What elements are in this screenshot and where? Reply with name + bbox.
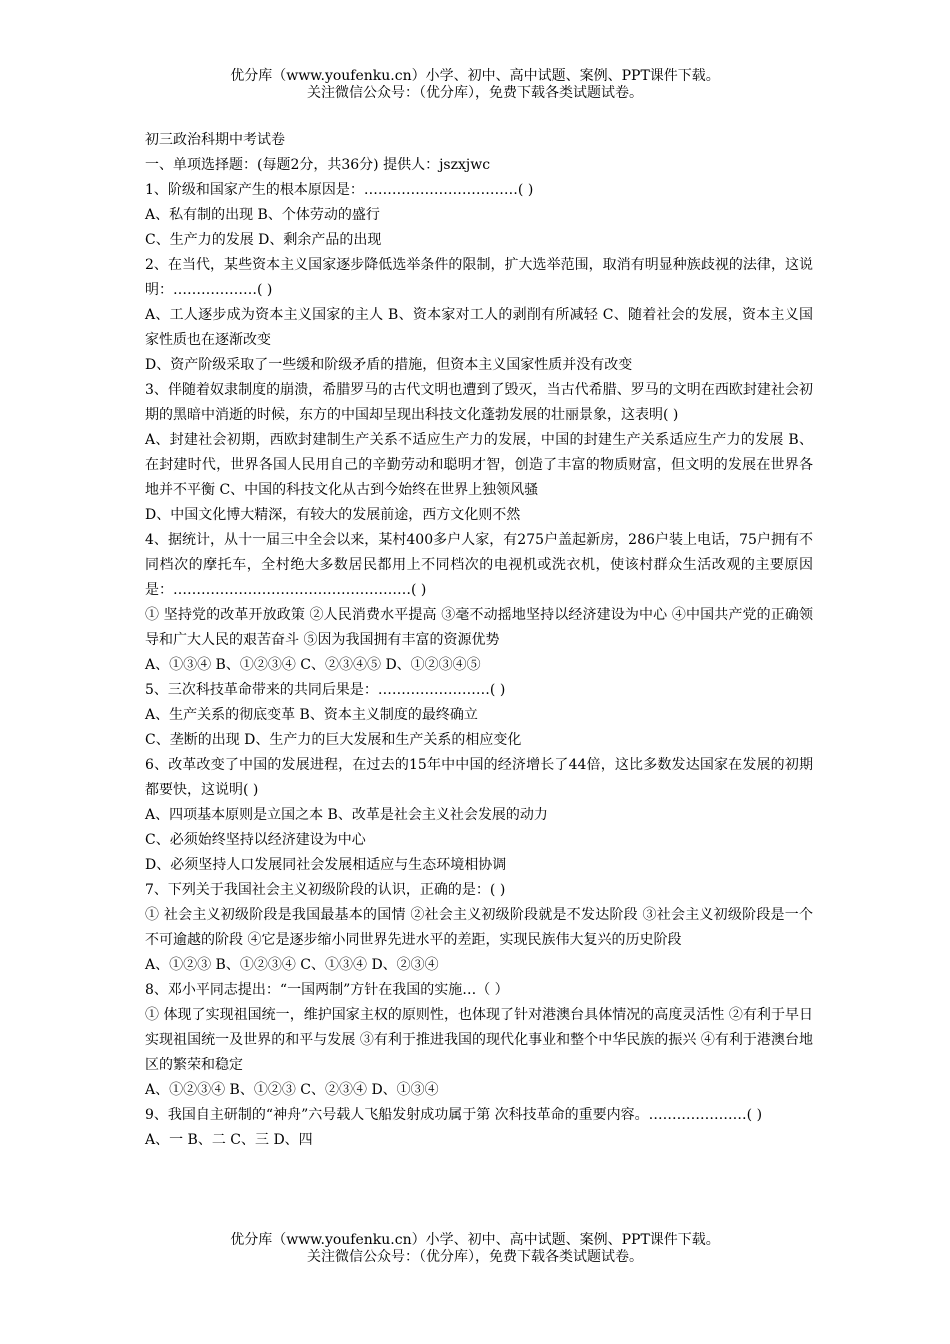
q6-option-c: C、必须始终坚持以经济建设为中心 — [145, 832, 366, 848]
q6-option-d: D、必须坚持人口发展同社会发展相适应与生态环境相协调 — [145, 857, 507, 873]
header-banner — [0, 68, 950, 102]
q6-stem: 6、改革改变了中国的发展进程，在过去的15年中中国的经济增长了44倍，这比多数发达国家在发展的初期都要快，这说明( ) — [145, 757, 813, 798]
section-heading: 一、单项选择题：(每题2分，共36分) 提供人：jszxjwc — [145, 157, 491, 173]
q1-options-ab: A、私有制的出现 B、个体劳动的盛行 — [145, 207, 380, 223]
q4-options: A、①③④ B、①②③④ C、②③④⑤ D、①②③④⑤ — [145, 657, 481, 673]
q4-stem: 4、据统计，从十一届三中全会以来，某村400多户人家，有275户盖起新房，286户装上电话，75户拥有不同档次的摩托车，全村绝大多数居民都用上不同档次的电视机或洗衣机，使该村群众生活改观的主要原因是：……………………………………………( ) — [145, 532, 813, 598]
document-body — [145, 128, 813, 1153]
footer-banner — [0, 1232, 950, 1266]
q2-stem: 2、在当代，某些资本主义国家逐步降低选举条件的限制，扩大选举范围，取消有明显种族歧视的法律，这说明：………………( ) — [145, 257, 813, 298]
q3-stem: 3、伴随着奴隶制度的崩溃，希腊罗马的古代文明也遭到了毁灭，当古代希腊、罗马的文明在西欧封建社会初期的黑暗中消逝的时候，东方的中国却呈现出科技文化蓬勃发展的壮丽景象，这表明( ) — [145, 382, 813, 423]
q1-options-cd: C、生产力的发展 D、剩余产品的出现 — [145, 232, 382, 248]
q2-option-d: D、资产阶级采取了一些缓和阶级矛盾的措施，但资本主义国家性质并没有改变 — [145, 357, 633, 373]
footer-line-1: 优分库（www.youfenku.cn）小学、初中、高中试题、案例、PPT课件下载。 — [230, 1232, 720, 1248]
q9-options: A、一 B、二 C、三 D、四 — [145, 1132, 313, 1148]
q8-options: A、①②③④ B、①②③ C、②③④ D、①③④ — [145, 1082, 439, 1098]
q8-statements: ① 体现了实现祖国统一，维护国家主权的原则性，也体现了针对港澳台具体情况的高度灵活性 ②有利于早日实现祖国统一及世界的和平与发展 ③有利于推进我国的现代化事业和整个中华民族的振兴 ④有利于港澳台地区的繁荣和稳定 — [145, 1007, 813, 1073]
q6-options-ab: A、四项基本原则是立国之本 B、改革是社会主义社会发展的动力 — [145, 807, 548, 823]
q2-options-abc: A、工人逐步成为资本主义国家的主人 B、资本家对工人的剥削有所减轻 C、随着社会的发展，资本主义国家性质也在逐渐改变 — [145, 307, 813, 348]
footer-line-2: 关注微信公众号：（优分库），免费下载各类试题试卷。 — [307, 1249, 643, 1265]
q4-statements: ① 坚持党的改革开放政策 ②人民消费水平提高 ③毫不动摇地坚持以经济建设为中心 ④中国共产党的正确领导和广大人民的艰苦奋斗 ⑤因为我国拥有丰富的资源优势 — [145, 607, 813, 648]
q5-stem: 5、三次科技革命带来的共同后果是：……………………( ) — [145, 682, 506, 698]
q3-option-d: D、中国文化博大精深，有较大的发展前途，西方文化则不然 — [145, 507, 521, 523]
q5-options-cd: C、垄断的出现 D、生产力的巨大发展和生产关系的相应变化 — [145, 732, 522, 748]
q9-stem: 9、我国自主研制的“神舟”六号载人飞船发射成功属于第 次科技革命的重要内容。…………………( ) — [145, 1107, 763, 1123]
q3-options-abc: A、封建社会初期，西欧封建制生产关系不适应生产力的发展，中国的封建生产关系适应生产力的发展 B、在封建时代，世界各国人民用自己的辛勤劳动和聪明才智，创造了丰富的物质财富，但文明的发展在世界各地并不平衡 C、中国的科技文化从古到今始终在世界上独领风骚 — [145, 432, 813, 498]
document-title: 初三政治科期中考试卷 — [145, 132, 285, 148]
q7-options: A、①②③ B、①②③④ C、①③④ D、②③④ — [145, 957, 439, 973]
q7-stem: 7、下列关于我国社会主义初级阶段的认识，正确的是：( ) — [145, 882, 506, 898]
header-line-2: 关注微信公众号：（优分库），免费下载各类试题试卷。 — [307, 85, 643, 101]
header-line-1: 优分库（www.youfenku.cn）小学、初中、高中试题、案例、PPT课件下载。 — [230, 68, 720, 84]
q1-stem: 1、阶级和国家产生的根本原因是：……………………………( ) — [145, 182, 534, 198]
q5-options-ab: A、生产关系的彻底变革 B、资本主义制度的最终确立 — [145, 707, 478, 723]
q7-statements: ① 社会主义初级阶段是我国最基本的国情 ②社会主义初级阶段就是不发达阶段 ③社会主义初级阶段是一个不可逾越的阶段 ④它是逐步缩小同世界先进水平的差距，实现民族伟大复兴的历史阶段 — [145, 907, 813, 948]
q8-stem: 8、邓小平同志提出：“一国两制”方针在我国的实施…（ ） — [145, 982, 509, 998]
